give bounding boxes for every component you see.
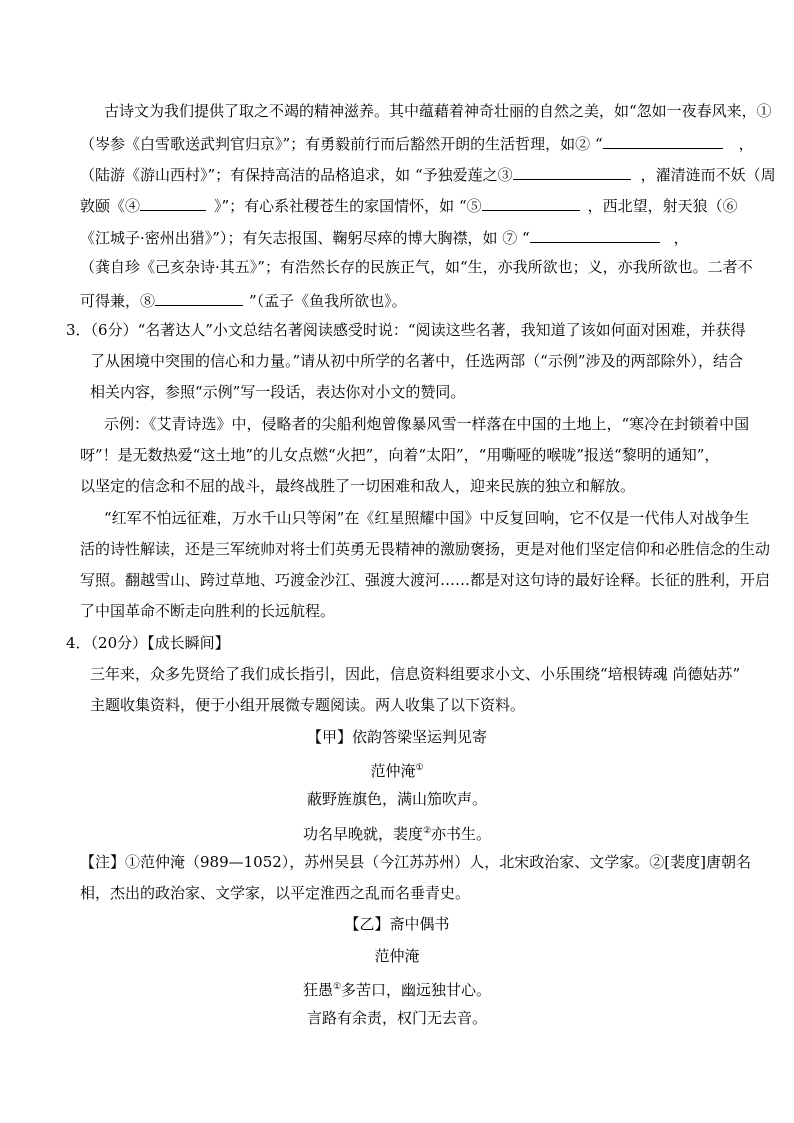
text: ， bbox=[738, 135, 754, 153]
text: 蔽野旌旗色，满山笳吹声。 bbox=[306, 790, 487, 808]
text: “红军不怕远征难，万水千山只等闲”在《红星照耀中国》中反复回响，它不仅是一代伟人对战争生 bbox=[104, 509, 750, 527]
poetry-intro-line-7 bbox=[80, 289, 728, 311]
question-3-line-1 bbox=[66, 320, 746, 340]
text: （岑参《白雪歌送武判官归京》”；有勇毅前行而后豁然开朗的生活哲理，如② “ bbox=[80, 135, 603, 153]
example-line-2 bbox=[80, 445, 728, 465]
poem-jia-line-2 bbox=[0, 821, 794, 844]
text: ”（孟子《鱼我所欲也》。 bbox=[249, 292, 407, 310]
text: 【乙】斋中偶书 bbox=[344, 915, 450, 933]
poem-jia-line-1 bbox=[0, 789, 794, 809]
answer-blank-4[interactable] bbox=[140, 194, 206, 211]
text: ，西北望，射天狼（⑥ bbox=[587, 197, 738, 215]
example-line-6 bbox=[80, 570, 771, 590]
example-line-4 bbox=[104, 508, 750, 528]
text: 3．（6分）“名著达人”小文总结名著阅读感受时说：“阅读这些名著，我知道了该如何面对困难，并获得 bbox=[66, 321, 746, 339]
text: 4．（20分）【成长瞬间】 bbox=[66, 634, 230, 652]
poem-yi-author bbox=[0, 946, 794, 966]
text: 多苦口，幽远独甘心。 bbox=[341, 981, 492, 999]
text: 可得兼，⑧ bbox=[80, 292, 156, 310]
poetry-intro-line-5 bbox=[80, 226, 728, 248]
text: 活的诗性解读，还是三军统帅对将士们英勇无畏精神的激励褒扬，更是对他们坚定信仰和必胜信念的生动 bbox=[80, 540, 771, 558]
text: （龚自珍《己亥杂诗·其五》”；有浩然长存的民族正气，如“生，亦我所欲也；义，亦我所欲也。二者不 bbox=[80, 258, 753, 276]
text: 狂愚 bbox=[302, 981, 333, 999]
text: 了中国革命不断走向胜利的长远航程。 bbox=[80, 602, 336, 620]
text: ， bbox=[673, 229, 689, 247]
footnote-mark: ① bbox=[415, 763, 424, 773]
poem-yi-title bbox=[0, 914, 794, 934]
question-3-line-2 bbox=[90, 351, 744, 371]
example-line-7 bbox=[80, 601, 728, 621]
question-4-heading bbox=[66, 633, 734, 653]
poem-yi-line-2 bbox=[0, 1008, 794, 1028]
text: 【注】①范仲淹（989—1052），苏州吴县（今江苏苏州）人，北宋政治家、文学家。②[裴度]唐朝名 bbox=[80, 853, 752, 871]
text: 主题收集资料，便于小组开展微专题阅读。两人收集了以下资料。 bbox=[90, 696, 526, 714]
footnote-mark: ② bbox=[422, 826, 432, 836]
text: 言路有余责，权门无去音。 bbox=[306, 1009, 487, 1027]
poetry-intro-line-1 bbox=[104, 101, 772, 121]
question-4-line-1 bbox=[90, 664, 741, 684]
poetry-intro-line-6 bbox=[80, 257, 753, 277]
poem-yi-line-1 bbox=[0, 977, 794, 1000]
text: 【甲】依韵答梁坚运判见寄 bbox=[306, 728, 487, 746]
text: 亦书生。 bbox=[431, 825, 492, 843]
text: 三年来，众多先贤给了我们成长指引，因此，信息资料组要求小文、小乐围绕“培根铸魂 尚德姑苏” bbox=[90, 665, 741, 683]
answer-blank-8[interactable] bbox=[155, 289, 243, 306]
text: 《江城子·密州出猎》”）；有矢志报国、鞠躬尽瘁的博大胸襟，如 ⑦ “ bbox=[80, 229, 530, 247]
text: 呀”！是无数热爱“这土地”的儿女点燃“火把”，向着“太阳”，“用嘶哑的喉咙”报送“黎明的通知”， bbox=[80, 446, 720, 464]
answer-blank-3[interactable] bbox=[513, 163, 631, 180]
text: 功名早晚就，裴度 bbox=[302, 825, 423, 843]
example-line-1 bbox=[104, 414, 750, 434]
footnote-mark: ① bbox=[332, 982, 342, 992]
text: 相，杰出的政治家、文学家，以平定淮西之乱而名垂青史。 bbox=[80, 884, 471, 902]
text: 相关内容，参照“示例”写一段话，表达你对小文的赞同。 bbox=[90, 383, 466, 401]
question-3-line-3 bbox=[90, 382, 728, 402]
text: 敦颐《④ bbox=[80, 197, 141, 215]
poem-jia-author bbox=[0, 758, 794, 781]
text: 以坚定的信念和不屈的战斗，最终战胜了一切困难和敌人，迎来民族的独立和解放。 bbox=[80, 477, 636, 495]
poetry-intro-line-2 bbox=[80, 132, 754, 154]
poetry-intro-line-3 bbox=[80, 163, 776, 185]
answer-blank-5[interactable] bbox=[482, 194, 580, 211]
answer-blank-7[interactable] bbox=[530, 226, 660, 243]
note-line-1 bbox=[80, 852, 752, 872]
text: 》”；有心系社稷苍生的家国情怀，如 “⑤ bbox=[214, 197, 482, 215]
example-line-5 bbox=[80, 539, 771, 559]
text: 范仲淹 bbox=[374, 947, 420, 965]
text: ，濯清涟而不妖（周 bbox=[640, 166, 776, 184]
text: 写照。翻越雪山、跨过草地、巧渡金沙江、强渡大渡河……都是对这句诗的最好诠释。长征的胜利，开启 bbox=[80, 571, 771, 589]
question-4-line-2 bbox=[90, 695, 728, 715]
text: 范仲淹 bbox=[370, 762, 416, 780]
poem-jia-title bbox=[0, 727, 794, 747]
example-line-3 bbox=[80, 476, 728, 496]
text: （陆游《游山西村》”；有保持高洁的品格追求，如 “予独爱莲之③ bbox=[80, 166, 513, 184]
poetry-intro-line-4 bbox=[80, 194, 738, 216]
text: 了从困境中突围的信心和力量。”请从初中所学的名著中，任选两部（“示例”涉及的两部除外），结合 bbox=[90, 352, 744, 370]
note-line-2 bbox=[80, 883, 728, 903]
text: 古诗文为我们提供了取之不竭的精神滋养。其中蕴藉着神奇壮丽的自然之美，如“忽如一夜春风来，① bbox=[104, 102, 772, 120]
answer-blank-2[interactable] bbox=[603, 132, 723, 149]
text: 示例：《艾青诗选》中，侵略者的尖船利炮曾像暴风雪一样落在中国的土地上，“寒冷在封锁着中国 bbox=[104, 415, 750, 433]
